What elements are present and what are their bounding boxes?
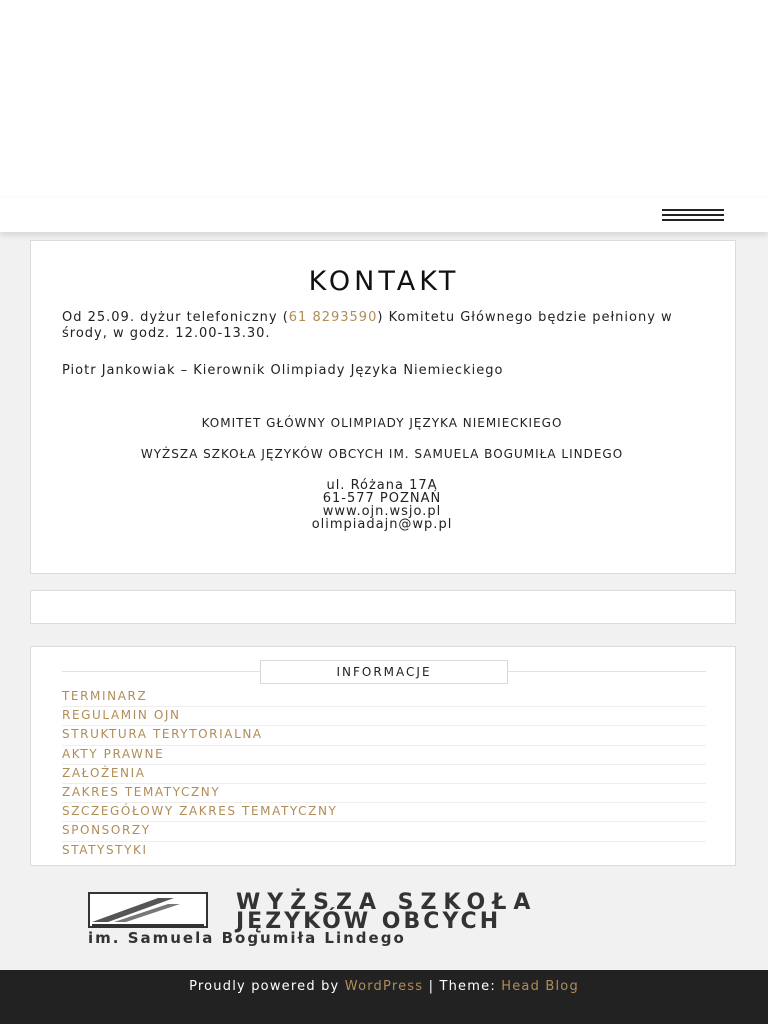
school-logo: [88, 892, 684, 948]
info-menu: [62, 688, 706, 860]
header-blank-area: [0, 0, 768, 198]
logo-line-1: WYŻSZA SZKOŁA: [236, 890, 538, 915]
page-title: KONTAKT: [308, 266, 460, 297]
info-link-zalozenia[interactable]: ZAŁOŻENIA: [62, 765, 146, 780]
menu-bar: [662, 214, 724, 216]
info-link-statystyki[interactable]: STATYSTYKI: [62, 842, 148, 857]
site-footer: [0, 970, 768, 1024]
menu-bar: [662, 209, 724, 211]
school-name: WYŻSZA SZKOŁA JĘZYKÓW OBCYCH IM. SAMUELA BOGUMIŁA LINDEGO: [140, 447, 624, 461]
hamburger-menu-icon[interactable]: [662, 208, 724, 222]
logo-line-3: im. Samuela Bogumiła Lindego: [88, 929, 406, 947]
list-item: [62, 842, 706, 860]
theme-link[interactable]: Head Blog: [501, 979, 579, 994]
navbar: [0, 198, 768, 232]
info-link-akty-prawne[interactable]: AKTY PRAWNE: [62, 746, 165, 761]
person-paragraph: Piotr Jankowiak – Kierownik Olimpiady Języka Niemieckiego: [62, 363, 504, 378]
empty-widget: [30, 590, 736, 624]
list-item: [62, 803, 706, 822]
street-address: ul. Różana 17A: [326, 478, 438, 493]
website-text: www.ojn.wsjo.pl: [322, 504, 442, 519]
list-item: [62, 707, 706, 726]
menu-bar: [662, 219, 724, 221]
organization-name: KOMITET GŁÓWNY OLIMPIADY JĘZYKA NIEMIECKIEGO: [201, 416, 563, 430]
footer-separator: | Theme:: [423, 979, 502, 994]
phone-duty-paragraph: [62, 310, 702, 342]
info-link-szczegolowy-zakres[interactable]: SZCZEGÓŁOWY ZAKRES TEMATYCZNY: [62, 804, 338, 819]
list-item: [62, 746, 706, 765]
list-item: [62, 765, 706, 784]
info-link-struktura[interactable]: STRUKTURA TERYTORIALNA: [62, 727, 263, 742]
list-item: [62, 784, 706, 803]
phone-link[interactable]: 61 8293590: [288, 310, 378, 325]
footer-prefix: Proudly powered by: [189, 979, 345, 994]
school-emblem-icon: [88, 892, 208, 928]
email-text: olimpiadajn@wp.pl: [311, 517, 453, 532]
duty-text-end: ) Komitetu Głównego będzie pełniony w środy, w godz. 12.00-13.30.: [62, 310, 673, 341]
list-item: [62, 726, 706, 745]
list-item: [62, 688, 706, 707]
info-link-sponsorzy[interactable]: SPONSORZY: [62, 823, 151, 838]
info-link-terminarz[interactable]: TERMINARZ: [62, 689, 148, 703]
info-link-regulamin[interactable]: REGULAMIN OJN: [62, 708, 181, 723]
list-item: [62, 822, 706, 841]
footer-credits: [60, 979, 708, 994]
address-block: [62, 479, 702, 531]
logo-line-2: JĘZYKÓW OBCYCH: [236, 909, 502, 934]
city-address: 61-577 POZNAŃ: [322, 491, 442, 506]
info-widget-title: INFORMACJE: [260, 660, 508, 684]
info-link-zakres[interactable]: ZAKRES TEMATYCZNY: [62, 784, 221, 799]
wordpress-link[interactable]: WordPress: [344, 979, 424, 994]
duty-text-start: Od 25.09. dyżur telefoniczny (: [62, 310, 289, 325]
